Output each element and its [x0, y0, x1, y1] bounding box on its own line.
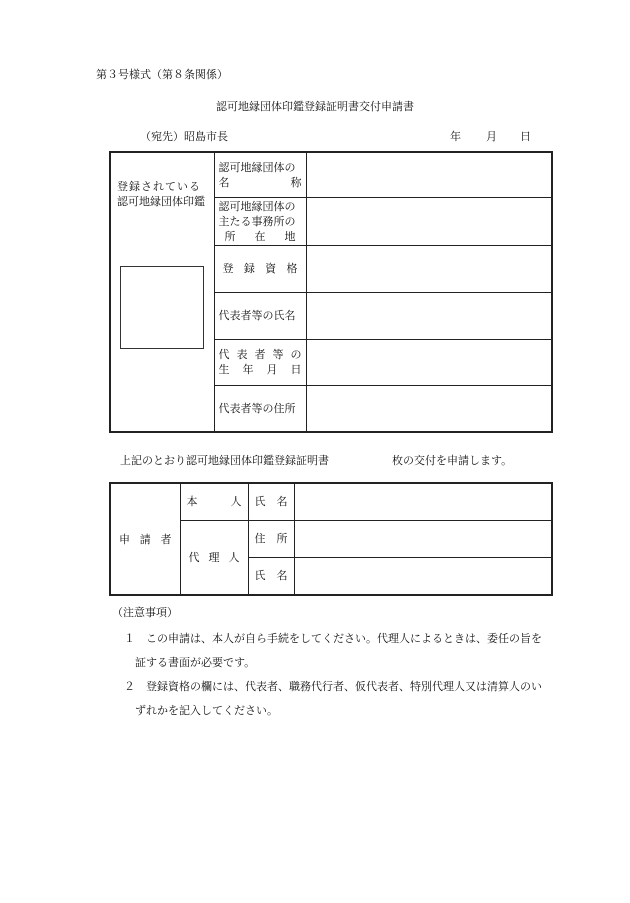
- date-day-label: 日: [520, 130, 531, 143]
- office-address-label: 認可地縁団体の 主たる事務所の 所 在 地: [214, 197, 306, 245]
- form-number: 第３号様式（第８条関係）: [96, 68, 228, 81]
- applicant-label: 申 請 者: [110, 483, 180, 595]
- rep-name-value[interactable]: [306, 292, 552, 339]
- request-sentence-part1: 上記のとおり認可地縁団体印鑑登録証明書: [120, 454, 329, 467]
- rep-address-label: 代表者等の住所: [214, 385, 306, 432]
- note-1-line1: １ この申請は、本人が自ら手続をしてください。代理人によるときは、委任の旨を: [124, 632, 542, 645]
- proxy-label: 代 理 人: [180, 520, 248, 595]
- form-title: 認可地縁団体印鑑登録証明書交付申請書: [216, 100, 414, 113]
- rep-birthdate-label: 代 表 者 等 の 生 年 月 日: [214, 339, 306, 385]
- request-sentence-part2: 枚の交付を申請します。: [392, 454, 513, 467]
- registered-seal-label-line1: 登録されている: [117, 180, 201, 193]
- applicant-table: [109, 482, 553, 596]
- group-name-value[interactable]: [306, 152, 552, 197]
- proxy-name-value[interactable]: [294, 557, 552, 595]
- rep-birthdate-value[interactable]: [306, 339, 552, 385]
- group-name-label: 認可地縁団体の 名 称: [214, 152, 306, 197]
- notes-heading: （注意事項）: [112, 606, 178, 619]
- seal-impression-box[interactable]: [120, 266, 204, 349]
- addressee: （宛先）昭島市長: [140, 130, 228, 143]
- principal-label: 本 人: [180, 483, 248, 520]
- qualification-label: 登 録 資 格: [214, 245, 306, 292]
- proxy-address-label: 住 所: [248, 520, 294, 557]
- principal-name-value[interactable]: [294, 483, 552, 520]
- rep-name-label: 代表者等の氏名: [214, 292, 306, 339]
- principal-name-label: 氏 名: [248, 483, 294, 520]
- note-2-line1: ２ 登録資格の欄には、代表者、職務代行者、仮代表者、特別代理人又は清算人のい: [124, 680, 542, 693]
- date-month-label: 月: [486, 130, 497, 143]
- date-year-label: 年: [450, 130, 461, 143]
- proxy-name-label: 氏 名: [248, 557, 294, 595]
- qualification-value[interactable]: [306, 245, 552, 292]
- proxy-address-value[interactable]: [294, 520, 552, 557]
- office-address-value[interactable]: [306, 197, 552, 245]
- rep-address-value[interactable]: [306, 385, 552, 432]
- note-2-line2: ずれかを記入してください。: [135, 704, 278, 717]
- note-1-line2: 証する書面が必要です。: [135, 656, 256, 669]
- registered-seal-label-line2: 認可地縁団体印鑑: [117, 195, 205, 208]
